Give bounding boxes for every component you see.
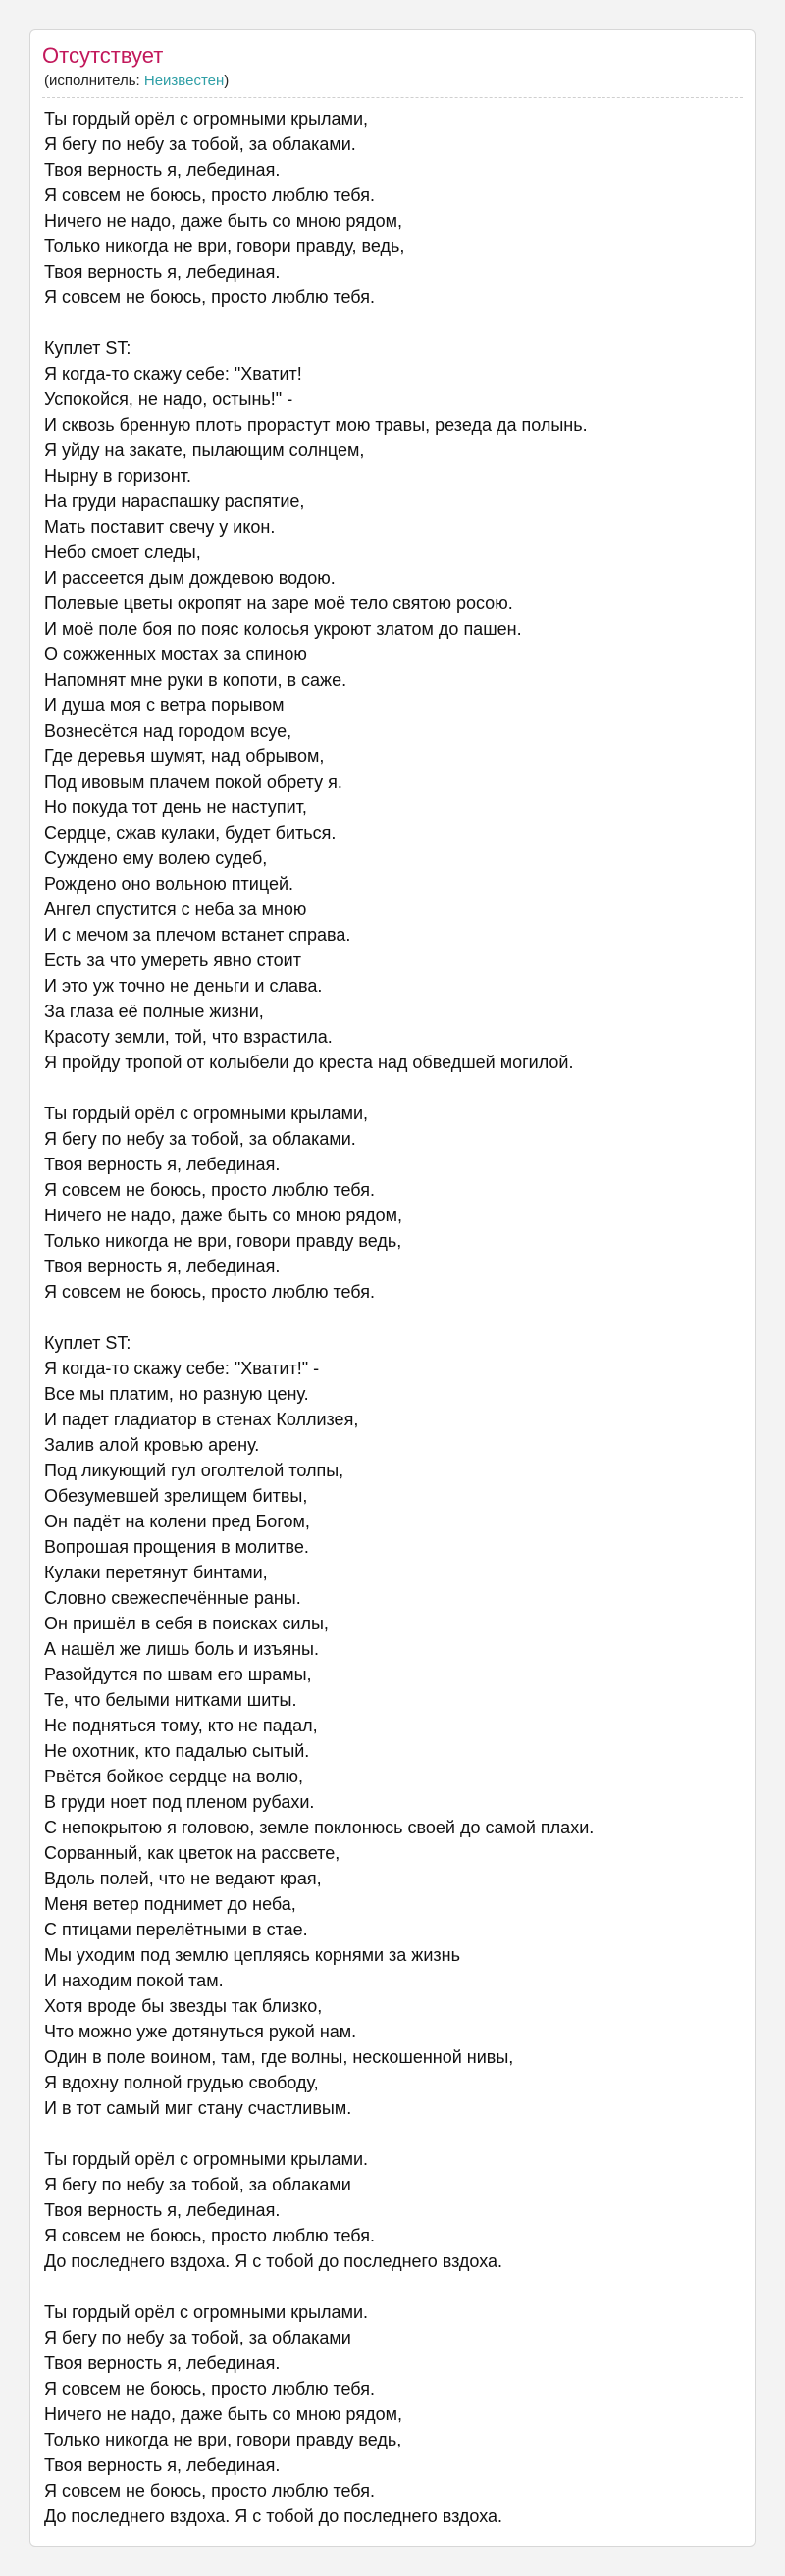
lyric-line: Один в поле воином, там, где волны, нескошенной нивы,: [44, 2047, 514, 2067]
lyric-line: Залив алой кровью арену.: [44, 1435, 260, 1455]
lyric-line: Ангел спустится с неба за мною: [44, 900, 307, 919]
lyric-line: Вопрошая прощения в молитве.: [44, 1537, 309, 1557]
lyric-line: Я совсем не боюсь, просто люблю тебя.: [44, 2481, 375, 2500]
lyric-line: Кулаки перетянут бинтами,: [44, 1563, 268, 1582]
lyric-line: Ничего не надо, даже быть со мною рядом,: [44, 1206, 402, 1225]
lyric-line: Небо смоет следы,: [44, 542, 201, 562]
lyric-line: Куплет ST:: [44, 338, 131, 358]
lyric-line: Суждено ему волею судеб,: [44, 849, 268, 868]
lyric-line: Твоя верность я, лебединая.: [44, 262, 281, 282]
lyric-line: О сожженных мостах за спиною: [44, 644, 307, 664]
lyric-line: Твоя верность я, лебединая.: [44, 2353, 281, 2373]
lyric-line: Я бегу по небу за тобой, за облаками.: [44, 1129, 356, 1149]
lyric-line: Мать поставит свечу у икон.: [44, 517, 276, 537]
lyric-line: Я когда-то скажу себе: "Хватит!: [44, 364, 302, 384]
lyric-line: Ты гордый орёл с огромными крылами.: [44, 2302, 369, 2322]
lyric-line: Обезумевшей зрелищем битвы,: [44, 1486, 308, 1506]
lyric-line: Куплет ST:: [44, 1333, 131, 1353]
lyric-line: В груди ноет под пленом рубахи.: [44, 1792, 315, 1812]
lyric-line: И находим покой там.: [44, 1971, 224, 1990]
lyric-line: На груди нараспашку распятие,: [44, 491, 305, 511]
lyric-line: Сердце, сжав кулаки, будет биться.: [44, 823, 337, 843]
lyric-line: Я совсем не боюсь, просто люблю тебя.: [44, 2226, 375, 2245]
lyric-line: Я совсем не боюсь, просто люблю тебя.: [44, 185, 375, 205]
lyric-line: Ничего не надо, даже быть со мною рядом,: [44, 211, 402, 231]
lyric-line: Я совсем не боюсь, просто люблю тебя.: [44, 1180, 375, 1200]
lyric-line: Те, что белыми нитками шиты.: [44, 1690, 297, 1710]
lyric-line: Я вдохну полной грудью свободу,: [44, 2073, 319, 2092]
lyric-line: Хотя вроде бы звезды так близко,: [44, 1996, 323, 2016]
blank-line: [44, 2274, 743, 2299]
lyric-line: А нашёл же лишь боль и изъяны.: [44, 1639, 319, 1659]
lyric-line: Только никогда не ври, говори правду ведь,: [44, 2430, 402, 2449]
lyric-line: Я пройду тропой от колыбели до креста над обведшей могилой.: [44, 1053, 574, 1072]
lyric-line: Полевые цветы окропят на заре моё тело святою росою.: [44, 593, 513, 613]
lyric-line: За глаза её полные жизни,: [44, 1002, 264, 1021]
lyrics-card: [29, 29, 756, 2547]
lyric-line: Но покуда тот день не наступит,: [44, 798, 307, 817]
lyric-line: Только никогда не ври, говори правду ведь,: [44, 1231, 402, 1251]
lyric-line: Ты гордый орёл с огромными крылами,: [44, 1104, 369, 1123]
lyric-line: Я бегу по небу за тобой, за облаками.: [44, 134, 356, 154]
blank-line: [44, 1075, 743, 1101]
lyric-line: Ничего не надо, даже быть со мною рядом,: [44, 2404, 402, 2424]
lyric-line: И падет гладиатор в стенах Коллизея,: [44, 1410, 359, 1429]
lyric-line: Рвётся бойкое сердце на волю,: [44, 1767, 304, 1786]
lyric-line: С птицами перелётными в стае.: [44, 1920, 308, 1939]
lyric-line: Только никогда не ври, говори правду, ведь,: [44, 236, 405, 256]
lyric-line: Ты гордый орёл с огромными крылами,: [44, 109, 369, 129]
lyric-line: С непокрытою я головою, земле поклонюсь своей до самой плахи.: [44, 1818, 595, 1837]
lyric-line: Твоя верность я, лебединая.: [44, 1257, 281, 1276]
lyric-line: Ты гордый орёл с огромными крылами.: [44, 2149, 369, 2169]
lyric-line: Я бегу по небу за тобой, за облаками: [44, 2328, 351, 2347]
lyric-line: Я совсем не боюсь, просто люблю тебя.: [44, 1282, 375, 1302]
lyric-line: Есть за что умереть явно стоит: [44, 951, 301, 970]
lyric-line: Твоя верность я, лебединая.: [44, 2455, 281, 2475]
lyric-line: Не подняться тому, кто не падал,: [44, 1716, 318, 1735]
lyric-line: Я уйду на закате, пылающим солнцем,: [44, 440, 365, 460]
lyric-line: И это уж точно не деньги и слава.: [44, 976, 323, 996]
lyric-line: Сорванный, как цветок на рассвете,: [44, 1843, 340, 1863]
lyric-line: Вдоль полей, что не ведают края,: [44, 1869, 322, 1888]
lyric-line: Под ликующий гул оголтелой толпы,: [44, 1461, 344, 1480]
lyric-line: До последнего вздоха. Я с тобой до последнего вздоха.: [44, 2506, 503, 2526]
blank-line: [44, 310, 743, 335]
lyric-line: Словно свежеспечённые раны.: [44, 1588, 301, 1608]
lyric-line: Он падёт на колени пред Богом,: [44, 1512, 310, 1531]
lyric-line: И моё поле боя по пояс колосья укроют златом до пашен.: [44, 619, 522, 639]
performer-link[interactable]: Неизвестен: [143, 73, 225, 89]
lyric-line: Твоя верность я, лебединая.: [44, 160, 281, 180]
lyric-line: Я бегу по небу за тобой, за облаками: [44, 2175, 351, 2194]
lyric-line: Нырну в горизонт.: [44, 466, 191, 486]
lyric-line: И с мечом за плечом встанет справа.: [44, 925, 351, 945]
performer-prefix: (исполнитель:: [44, 73, 144, 89]
lyric-line: Я когда-то скажу себе: "Хватит!" -: [44, 1359, 320, 1378]
lyric-line: Твоя верность я, лебединая.: [44, 2200, 281, 2220]
lyric-line: Вознесётся над городом всуе,: [44, 721, 292, 741]
lyrics-body: [44, 106, 743, 2529]
song-title: Отсутствует: [42, 43, 164, 68]
lyric-line: Я совсем не боюсь, просто люблю тебя.: [44, 2379, 375, 2398]
lyric-line: Разойдутся по швам его шрамы,: [44, 1665, 312, 1684]
lyric-line: Красоту земли, той, что взрастила.: [44, 1027, 333, 1047]
performer-line: [44, 72, 743, 91]
blank-line: [44, 2121, 743, 2146]
lyric-line: Рождено оно вольною птицей.: [44, 874, 294, 894]
lyric-line: Успокойся, не надо, остынь!" -: [44, 389, 293, 409]
lyric-line: Не охотник, кто падалью сытый.: [44, 1741, 310, 1761]
lyric-line: Где деревья шумят, над обрывом,: [44, 747, 325, 766]
lyric-line: Под ивовым плачем покой обрету я.: [44, 772, 342, 792]
lyric-line: Напомнят мне руки в копоти, в саже.: [44, 670, 347, 690]
divider: [42, 97, 743, 98]
performer-suffix: ): [224, 73, 230, 89]
lyric-line: Что можно уже дотянуться рукой нам.: [44, 2022, 357, 2041]
lyric-line: И душа моя с ветра порывом: [44, 696, 285, 715]
blank-line: [44, 1305, 743, 1330]
lyric-line: Меня ветер поднимет до неба,: [44, 1894, 296, 1914]
lyric-line: Он пришёл в себя в поисках силы,: [44, 1614, 329, 1633]
lyric-line: И в тот самый миг стану счастливым.: [44, 2098, 352, 2118]
lyric-line: Твоя верность я, лебединая.: [44, 1155, 281, 1174]
lyric-line: Мы уходим под землю цепляясь корнями за жизнь: [44, 1945, 460, 1965]
lyric-line: Все мы платим, но разную цену.: [44, 1384, 309, 1404]
lyric-line: До последнего вздоха. Я с тобой до последнего вздоха.: [44, 2251, 503, 2271]
lyric-line: И сквозь бренную плоть прорастут мою травы, резеда да полынь.: [44, 415, 588, 435]
lyric-line: И рассеется дым дождевою водою.: [44, 568, 336, 588]
lyric-line: Я совсем не боюсь, просто люблю тебя.: [44, 287, 375, 307]
